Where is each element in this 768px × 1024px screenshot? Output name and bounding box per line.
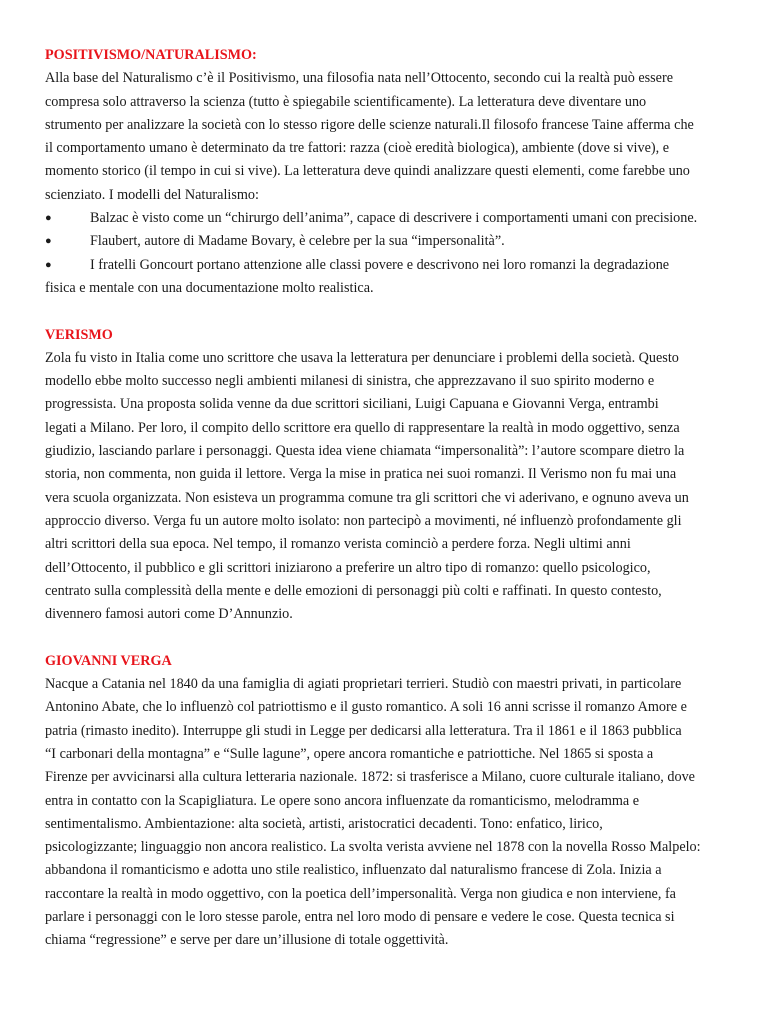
paragraph-line: raccontare la realtà in modo oggettivo, con la poetica dell’impersonalità. Verga non giudica e non interviene, fa	[45, 885, 676, 902]
paragraph-line: vera scuola organizzata. Non esisteva un programma comune tra gli scrittori che vi aderivano, e ognuno aveva un	[45, 489, 689, 506]
paragraph-line: approccio diverso. Verga fu un autore molto isolato: non partecipò a movimenti, né influenzò profondamente gli	[45, 512, 682, 529]
list-item	[45, 254, 745, 277]
paragraph-line: “I carbonari della montagna” e “Sulle lagune”, opere ancora romantiche e patriottiche. Nel 1865 si sposta a	[45, 745, 654, 762]
paragraph-line: abbandona il romanticismo e adotta uno stile realistico, influenzato dal naturalismo francese di Zola. Inizia a	[45, 862, 662, 879]
section-heading: VERISMO	[45, 326, 113, 343]
document-page	[45, 44, 745, 953]
paragraph-line: patria (rimasto inedito). Interruppe gli studi in Legge per dedicarsi alla letteratura. Tra il 1861 e il 1863 pubblica	[45, 722, 682, 739]
paragraph-line: fisica e mentale con una documentazione molto realistica.	[45, 279, 374, 296]
list-item	[45, 207, 745, 230]
paragraph-line: strumento per analizzare la società con lo stesso rigore delle scienze naturali.Il filosofo francese Taine afferma che	[45, 116, 694, 133]
paragraph-line: Nacque a Catania nel 1840 da una famiglia di agiati proprietari terrieri. Studiò con maestri privati, in particolare	[45, 676, 682, 693]
paragraph-line: storia, non commenta, non guida il lettore. Verga la mise in pratica nei suoi romanzi. Il Verismo non fu mai una	[45, 466, 677, 483]
bullet-icon: ●	[45, 212, 52, 225]
section-positivismo	[45, 44, 745, 300]
paragraph-line: momento storico (il tempo in cui si vive). La letteratura deve quindi analizzare questi elementi, come farebbe uno	[45, 163, 690, 180]
paragraph-line: progressista. Una proposta solida venne da due scrittori siciliani, Luigi Capuana e Giovanni Verga, entrambi	[45, 396, 659, 413]
paragraph-line: altri scrittori della sua epoca. Nel tempo, il romanzo verista cominciò a perdere forza. Negli ultimi anni	[45, 536, 631, 553]
paragraph-line: Alla base del Naturalismo c’è il Positivismo, una filosofia nata nell’Ottocento, secondo cui la realtà può essere	[45, 70, 674, 87]
section-giovanni-verga	[45, 650, 745, 953]
paragraph-line: centrato sulla complessità della mente e delle emozioni di personaggi più colti e raffinati. In questo contesto,	[45, 582, 662, 599]
section-heading: POSITIVISMO/NATURALISMO:	[45, 47, 257, 63]
spacer	[45, 626, 745, 649]
list-item-text: Balzac è visto come un “chirurgo dell’anima”, capace di descrivere i comportamenti umani con precisione.	[90, 210, 698, 227]
spacer	[45, 300, 745, 323]
list-item-text: I fratelli Goncourt portano attenzione alle classi povere e descrivono nei loro romanzi la degradazione	[90, 256, 670, 273]
paragraph-line: scienziato. I modelli del Naturalismo:	[45, 186, 259, 203]
paragraph-line: giudizio, lasciando parlare i personaggi. Questa idea viene chiamata “impersonalità”: l’autore scompare dietro la	[45, 443, 685, 460]
paragraph-line: dell’Ottocento, il pubblico e gli scrittori iniziarono a preferire un altro tipo di romanzo: quello psicologico,	[45, 559, 651, 576]
bullet-icon: ●	[45, 258, 52, 271]
paragraph-line: parlare i personaggi con le loro stesse parole, entra nel loro modo di pensare e vedere le cose. Questa tecnica si	[45, 908, 675, 925]
bullet-icon: ●	[45, 235, 52, 248]
paragraph-line: Zola fu visto in Italia come uno scrittore che usava la letteratura per denunciare i problemi della società. Questo	[45, 349, 679, 366]
paragraph-line: Firenze per avvicinarsi alla cultura letteraria nazionale. 1872: si trasferisce a Milano, cuore culturale italiano, dove	[45, 769, 695, 786]
paragraph-line: psicologizzante; linguaggio non ancora realistico. La svolta verista avviene nel 1878 con la novella Rosso Malpelo:	[45, 839, 701, 856]
list-item	[45, 230, 745, 253]
section-verismo	[45, 324, 745, 627]
section-heading: GIOVANNI VERGA	[45, 652, 172, 669]
paragraph-line: divennero famosi autori come D’Annunzio.	[45, 606, 293, 623]
paragraph-line: chiama “regressione” e serve per dare un’illusione di totale oggettività.	[45, 932, 449, 949]
paragraph-line: modello ebbe molto successo negli ambienti milanesi di sinistra, che apprezzavano il suo spirito moderno e	[45, 373, 655, 390]
paragraph-line: entra in contatto con la Scapigliatura. Le opere sono ancora influenzate da romanticismo, melodramma e	[45, 792, 640, 809]
paragraph-line: Antonino Abate, che lo influenzò col patriottismo e il gusto romantico. A soli 16 anni scrisse il romanzo Amore e	[45, 699, 687, 716]
paragraph-line: legati a Milano. Per loro, il compito dello scrittore era quello di rappresentare la realtà in modo oggettivo, senza	[45, 419, 680, 436]
paragraph-line: il comportamento umano è determinato da tre fattori: razza (cioè eredità biologica), ambiente (dove si vive), e	[45, 140, 669, 157]
paragraph-line: compresa solo attraverso la scienza (tutto è spiegabile scientificamente). La letteratura deve diventare uno	[45, 93, 647, 110]
list-item-text: Flaubert, autore di Madame Bovary, è celebre per la sua “impersonalità”.	[90, 233, 505, 250]
paragraph-line: sentimentalismo. Ambientazione: alta società, artisti, aristocratici decadenti. Tono: enfatico, lirico,	[45, 815, 603, 832]
